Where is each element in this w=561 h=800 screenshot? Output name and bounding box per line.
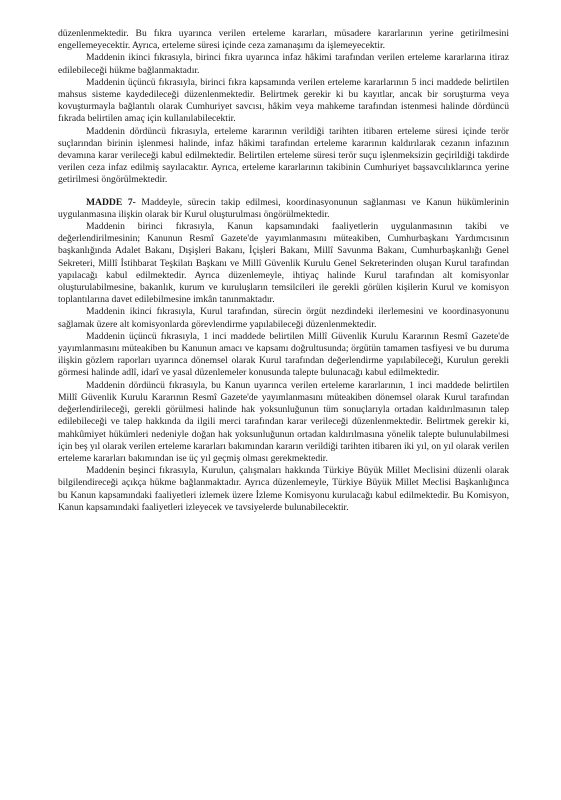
madde-7-text: Maddeyle, sürecin takip edilmesi, koordinasyonunun sağlanması ve Kanun hükümlerinin uygulanmasına ilişkin olarak bir Kurul oluşturulması öngörülmektedir. bbox=[58, 196, 509, 220]
paragraph: Maddenin beşinci fıkrasıyla, Kurulun, çalışmaları hakkında Türkiye Büyük Millet Meclisini düzenli olarak bilgilendireceği açıkça hükme bağlanmaktadır. Ayrıca düzenlemeyle, Türkiye Büyük Millet Meclisi Başkanlığınca bu Kanun kapsamındaki faaliyetleri izlemek üzere İzleme Komisyonu kurulacağı kabul edilmektedir. Bu Komisyon, Kanun kapsamındaki faaliyetleri izleyecek ve tavsiyelerde bulunabilecektir. bbox=[58, 465, 509, 513]
paragraph: Maddenin dördüncü fıkrasıyla, bu Kanun uyarınca verilen erteleme kararlarının, 1 inci maddede belirtilen Millî Güvenlik Kurulu Kararının Resmî Gazete'de yayımlanmasını müteakiben dönemsel olarak Kurul tarafından değerlendirileceği, gerekli görülmesi halinde hak yoksunluğunun tüm sonuçlarıyla ortadan kaldırılmasının talep edilebileceği ve talep hakkında da ilgili merci tarafından karar verileceği düzenlenmektedir. Belirtmek gerekir ki, mahkûmiyet hükümleri nedeniyle doğan hak yoksunluğunun ortadan kaldırılmasına yönelik talepte bulunulabilmesi için beş yıl olarak verilen erteleme kararları bakımından kararın verildiği tarihten itibaren iki yıl, on yıl olarak verilen erteleme kararları bakımından ise üç yıl geçmiş olması gerekmektedir. bbox=[58, 379, 509, 464]
paragraph: düzenlenmektedir. Bu fıkra uyarınca verilen erteleme kararları, müsadere kararlarının yerine getirilmesini engellemeyecektir. Ayrıca, erteleme süresi içinde ceza zamanaşımı da işlemeyecektir. bbox=[58, 28, 509, 52]
paragraph: Maddenin dördüncü fıkrasıyla, erteleme kararının verildiği tarihten itibaren erteleme süresi içinde terör suçlarından birinin işlenmesi halinde, infaz hâkimi tarafından erteleme kararının kaldırılarak cezanın infazının devamına karar verileceği kabul edilmektedir. Belirtilen erteleme süresi terör suçu işlenmeksizin geçirildiği takdirde verilen ceza infaz edilmiş sayılacaktır. Ayrıca, erteleme kararlarının takibinin Cumhuriyet başsavcılıklarınca yerine getirilmesi öngörülmektedir. bbox=[58, 125, 509, 186]
madde-7-intro bbox=[58, 197, 509, 221]
paragraph: Maddenin ikinci fıkrasıyla, Kurul tarafından, sürecin örgüt nezdindeki ilerlemesini ve koordinasyonunu sağlamak üzere alt komisyonlarda görevlendirme yapılabileceği düzenlenmektedir. bbox=[58, 306, 509, 330]
paragraph: Maddenin birinci fıkrasıyla, Kanun kapsamındaki faaliyetlerin uygulanmasının takibi ve değerlendirilmesinin; Kanunun Resmî Gazete'de yayımlanmasını müteakiben, Cumhurbaşkanı Yardımcısının başkanlığında Adalet Bakanı, Dışişleri Bakanı, İçişleri Bakanı, Millî Savunma Bakanı, Cumhurbaşkanlığı Genel Sekreteri, Millî İstihbarat Teşkilatı Başkanı ve Millî Güvenlik Kurulu Genel Sekreterinden oluşan Kurul tarafından yapılacağı kabul edilmektedir. Ayrıca düzenlemeyle, ihtiyaç halinde Kurul tarafından alt komisyonlar oluşturulabilmesine, bakanlık, kurum ve kuruluşların temsilcileri ile gerekli görülen kişilerin Kurul ve komisyon toplantılarına davet edilebilmesine imkân tanınmaktadır. bbox=[58, 221, 509, 306]
paragraph: Maddenin üçüncü fıkrasıyla, birinci fıkra kapsamında verilen erteleme kararlarının 5 inci maddede belirtilen mahsus sisteme kaydedileceği düzenlenmektedir. Belirtmek gerekir ki bu kayıtlar, ancak bir soruşturma veya kovuşturmayla bağlantılı olarak Cumhuriyet savcısı, hâkim veya mahkeme tarafından istenmesi halinde dördüncü fıkrada belirtilen amaç için kullanılabilecektir. bbox=[58, 76, 509, 125]
paragraph: Maddenin ikinci fıkrasıyla, birinci fıkra uyarınca infaz hâkimi tarafından verilen erteleme kararlarına itiraz edilebileceği hükme bağlanmaktadır. bbox=[58, 52, 509, 76]
madde-7-label: MADDE 7- bbox=[86, 196, 136, 208]
paragraph: Maddenin üçüncü fıkrasıyla, 1 inci maddede belirtilen Millî Güvenlik Kurulu Kararının Resmî Gazete'de yayımlanmasını müteakiben bu Kanunun amacı ve kapsamı doğrultusunda; örgütün tamamen tasfiyesi ve bu duruma ilişkin gözlem raporları uyarınca dönemsel olarak Kurul tarafından değerlendirme yapılabileceği, Kurulun gerekli görmesi halinde adlî, idarî ve yasal düzenlemeler konusunda talepte bulunacağı kabul edilmektedir. bbox=[58, 330, 509, 379]
section-gap bbox=[58, 187, 509, 197]
